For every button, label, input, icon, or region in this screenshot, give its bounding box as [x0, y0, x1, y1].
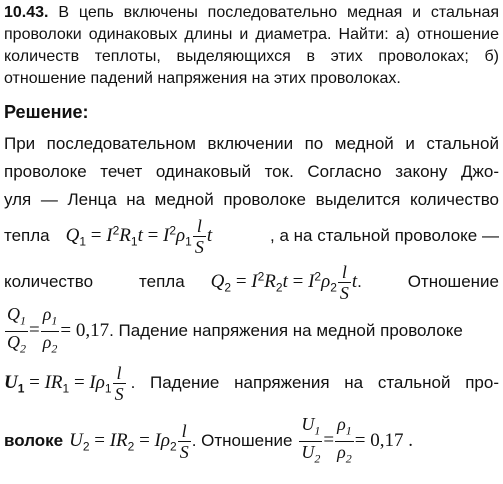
formula-q2: $Q_2 = I^2R_2t = I^2\rho_2$ $\frac{l}{S}$ t.	[210, 261, 362, 303]
solution-line-4	[4, 214, 499, 258]
formula-ratio-q: $\frac{Q_1}{Q_2}$ = $\frac{\rho_1}{\rho_2}$	[7, 303, 58, 356]
text-voltage-copper: . Падение напряжения на медной проволоке	[109, 321, 463, 340]
solution-line-2: проволоке течет одинаковый ток. Согласно закону Джо-	[4, 162, 499, 181]
solution-line-1: При последовательном включении по медной и стальной	[4, 134, 499, 153]
solution-line-8	[4, 412, 499, 470]
final-value: = 0,17 .	[354, 430, 413, 451]
text-heat-label-2: тепла	[139, 272, 185, 291]
text-wire-end: волоке	[4, 431, 64, 450]
text-steel-wire: , а на стальной проволоке —	[270, 226, 499, 245]
problem-number: 10.43.	[4, 4, 49, 21]
problem-statement	[4, 2, 499, 90]
formula-q1: $Q_1 = I^2R_1t = I^2\rho_1$ $\frac{l}{S}$ t	[65, 215, 213, 257]
solution-line-6	[4, 303, 499, 356]
solution-line-3: уля — Ленца на медной проволоке выделится количество	[4, 190, 499, 209]
text-heat-label: тепла	[4, 226, 50, 245]
ratio-value: = 0,17	[60, 320, 110, 341]
solution-line-7	[4, 358, 499, 408]
solution-line-5	[4, 260, 499, 304]
problem-text: В цепь включены последовательно медная и стальная проволоки одинаковых длины и диаметра. Найти: а) отношение количеств теплоты, выделяющихся в этих проволоках; б) отношение падений напряжения на этих проволоках.	[4, 4, 500, 87]
text-amount: количество	[4, 272, 94, 291]
text-ratio-2: . Отношение	[191, 431, 293, 450]
text-ratio: Отношение	[407, 272, 499, 291]
solution-heading: Решение:	[4, 102, 89, 122]
formula-u2: $U_2 = IR_2 = I\rho_2$ $\frac{l}{S}$	[69, 420, 189, 462]
text-voltage-steel: . Падение напряжения на стальной про-	[130, 373, 499, 392]
formula-u1: $U_1 = IR_1 = I\rho_1$ $\frac{l}{S}$	[4, 362, 124, 404]
formula-ratio-u: $\frac{U_1}{U_2}$ = $\frac{\rho_1}{\rho_2}$	[301, 413, 352, 466]
